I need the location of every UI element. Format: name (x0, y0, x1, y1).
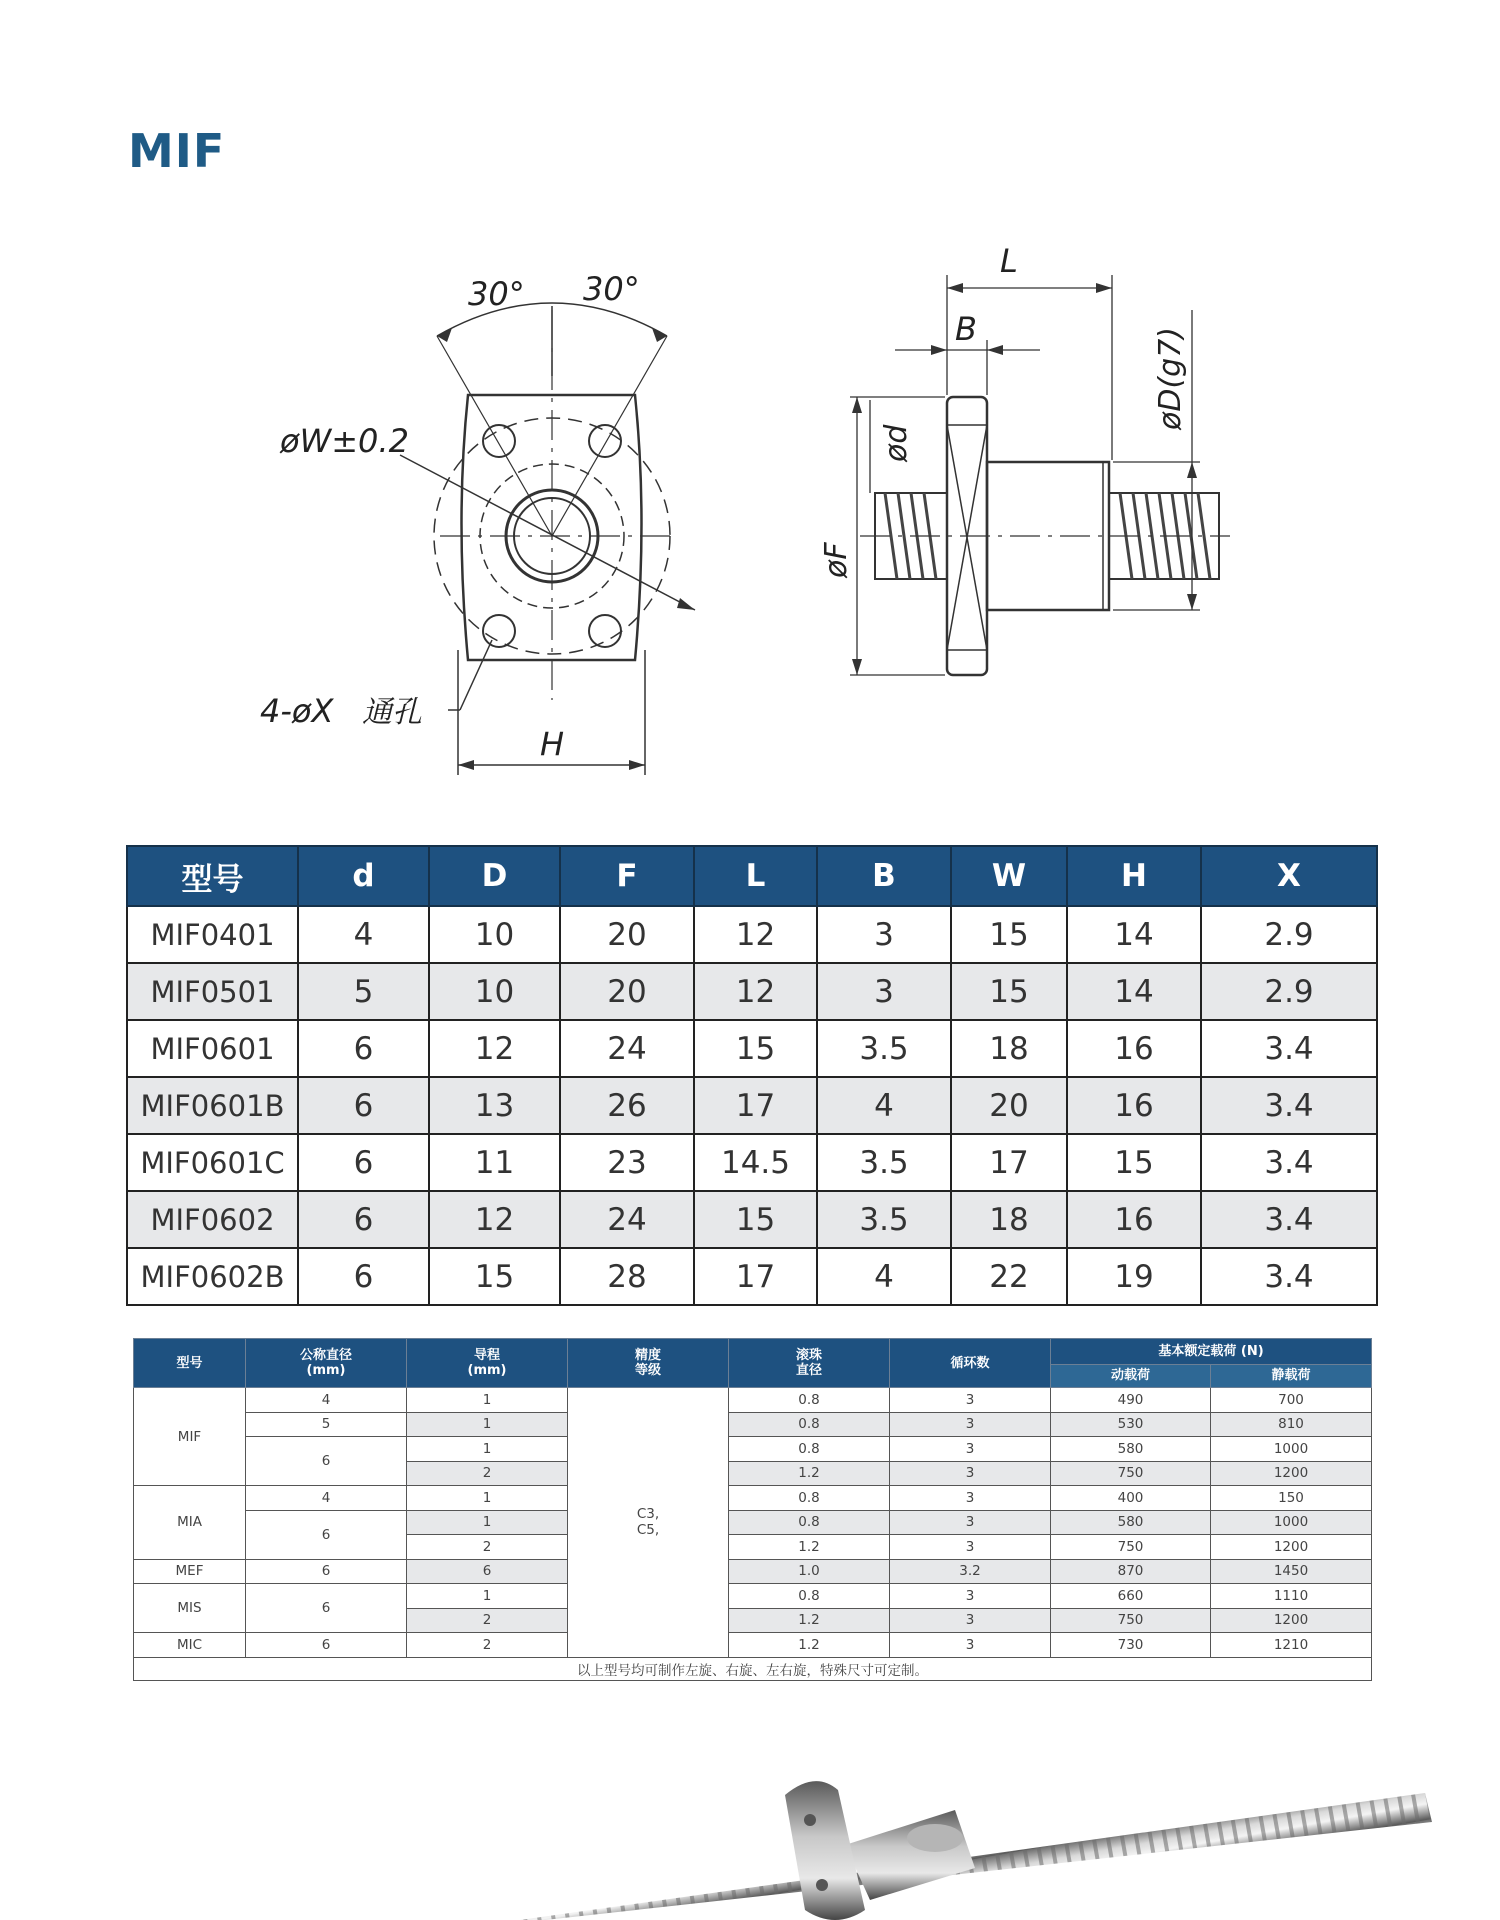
value-cell: 4 (817, 1248, 951, 1305)
nominal-dia-cell: 6 (246, 1559, 407, 1584)
value-cell: 18 (951, 1020, 1067, 1077)
lead-cell: 1 (407, 1584, 568, 1609)
table-row (134, 1437, 1372, 1462)
value-cell: 3 (817, 906, 951, 963)
value-cell: 10 (429, 963, 560, 1020)
value-cell: 6 (298, 1020, 429, 1077)
ball-dia-cell: 1.2 (729, 1461, 890, 1486)
screw-shaft (520, 1793, 1432, 1920)
lead-cell: 1 (407, 1412, 568, 1437)
value-cell: 16 (1067, 1191, 1201, 1248)
value-cell: 17 (951, 1134, 1067, 1191)
value-cell: 3.5 (817, 1020, 951, 1077)
value-cell: 17 (694, 1077, 817, 1134)
value-cell: 11 (429, 1134, 560, 1191)
col-header: X (1201, 846, 1377, 906)
table-row (127, 1077, 1377, 1134)
table-row (134, 1559, 1372, 1584)
lead-cell: 1 (407, 1486, 568, 1511)
value-cell: 26 (560, 1077, 694, 1134)
table-row (134, 1584, 1372, 1609)
value-cell: 6 (298, 1077, 429, 1134)
lead-cell: 1 (407, 1437, 568, 1462)
model-group-cell: MIF (134, 1388, 246, 1486)
dynamic-load-cell: 750 (1051, 1535, 1211, 1560)
dynamic-load-cell: 660 (1051, 1584, 1211, 1609)
table-row (134, 1388, 1372, 1413)
lead-cell: 2 (407, 1608, 568, 1633)
ball-dia-cell: 0.8 (729, 1584, 890, 1609)
ball-dia-cell: 0.8 (729, 1388, 890, 1413)
model-cell: MIF0401 (127, 906, 298, 963)
lead-cell: 6 (407, 1559, 568, 1584)
value-cell: 15 (951, 906, 1067, 963)
value-cell: 15 (1067, 1134, 1201, 1191)
ball-dia-cell: 0.8 (729, 1437, 890, 1462)
ball-dia-cell: 0.8 (729, 1510, 890, 1535)
nominal-dia-cell: 6 (246, 1633, 407, 1658)
dim-f-label: øF (819, 542, 854, 578)
dynamic-load-cell: 580 (1051, 1437, 1211, 1462)
col-header-nominal-dia: 公称直径 (mm) (246, 1339, 407, 1388)
value-cell: 3.4 (1201, 1134, 1377, 1191)
circuits-cell: 3.2 (890, 1559, 1051, 1584)
value-cell: 3.5 (817, 1134, 951, 1191)
static-load-cell: 150 (1211, 1486, 1372, 1511)
dynamic-load-cell: 400 (1051, 1486, 1211, 1511)
value-cell: 3.4 (1201, 1020, 1377, 1077)
lead-cell: 2 (407, 1461, 568, 1486)
value-cell: 15 (429, 1248, 560, 1305)
col-header-static: 静载荷 (1211, 1364, 1372, 1387)
value-cell: 20 (951, 1077, 1067, 1134)
nominal-dia-cell: 6 (246, 1437, 407, 1486)
nominal-dia-cell: 5 (246, 1412, 407, 1437)
value-cell: 3.4 (1201, 1077, 1377, 1134)
value-cell: 16 (1067, 1077, 1201, 1134)
dim-l-label: L (1000, 242, 1018, 280)
model-cell: MIF0601B (127, 1077, 298, 1134)
circuits-cell: 3 (890, 1412, 1051, 1437)
static-load-cell: 1450 (1211, 1559, 1372, 1584)
value-cell: 6 (298, 1134, 429, 1191)
value-cell: 12 (429, 1191, 560, 1248)
col-header: W (951, 846, 1067, 906)
static-load-cell: 1000 (1211, 1437, 1372, 1462)
nominal-dia-cell: 6 (246, 1584, 407, 1633)
dimension-table-header (127, 846, 1377, 906)
value-cell: 14 (1067, 963, 1201, 1020)
model-cell: MIF0602B (127, 1248, 298, 1305)
circuits-cell: 3 (890, 1461, 1051, 1486)
static-load-cell: 1200 (1211, 1608, 1372, 1633)
static-load-cell: 700 (1211, 1388, 1372, 1413)
model-cell: MIF0602 (127, 1191, 298, 1248)
ball-dia-cell: 0.8 (729, 1412, 890, 1437)
ball-dia-cell: 1.0 (729, 1559, 890, 1584)
table-row (127, 1191, 1377, 1248)
lead-cell: 1 (407, 1388, 568, 1413)
dim-d-outer-label: øD(g7) (1153, 327, 1188, 430)
table-note: 以上型号均可制作左旋、右旋、左右旋，特殊尺寸可定制。 (134, 1657, 1372, 1680)
ball-dia-cell: 0.8 (729, 1486, 890, 1511)
spec-table (133, 1338, 1372, 1681)
value-cell: 13 (429, 1077, 560, 1134)
value-cell: 15 (951, 963, 1067, 1020)
value-cell: 4 (298, 906, 429, 963)
static-load-cell: 1200 (1211, 1461, 1372, 1486)
value-cell: 12 (429, 1020, 560, 1077)
static-load-cell: 810 (1211, 1412, 1372, 1437)
table-row (134, 1412, 1372, 1437)
dim-b-label: B (955, 310, 977, 348)
dynamic-load-cell: 580 (1051, 1510, 1211, 1535)
value-cell: 22 (951, 1248, 1067, 1305)
col-header: B (817, 846, 951, 906)
value-cell: 15 (694, 1191, 817, 1248)
table-row (127, 906, 1377, 963)
circuits-cell: 3 (890, 1633, 1051, 1658)
col-header-precision: 精度 等级 (568, 1339, 729, 1388)
col-header-ball: 滚珠 直径 (729, 1339, 890, 1388)
dimension-table (126, 845, 1378, 1306)
value-cell: 3.5 (817, 1191, 951, 1248)
col-header: L (694, 846, 817, 906)
value-cell: 24 (560, 1020, 694, 1077)
table-row (134, 1486, 1372, 1511)
angle-left-label: 30° (468, 275, 525, 313)
circuits-cell: 3 (890, 1535, 1051, 1560)
circuits-cell: 3 (890, 1437, 1051, 1462)
value-cell: 20 (560, 963, 694, 1020)
dynamic-load-cell: 730 (1051, 1633, 1211, 1658)
table-row (127, 1248, 1377, 1305)
side-view-drawing (810, 240, 1240, 690)
holes-type-label: 通孔 (362, 695, 422, 730)
value-cell: 3 (817, 963, 951, 1020)
nominal-dia-cell: 6 (246, 1510, 407, 1559)
angle-right-label: 30° (583, 270, 640, 308)
col-header: H (1067, 846, 1201, 906)
col-header-circuits: 循环数 (890, 1339, 1051, 1388)
value-cell: 10 (429, 906, 560, 963)
value-cell: 5 (298, 963, 429, 1020)
static-load-cell: 1200 (1211, 1535, 1372, 1560)
table-note-row (134, 1657, 1372, 1680)
model-group-cell: MIA (134, 1486, 246, 1560)
holes-label: 4-øX (260, 692, 334, 730)
value-cell: 12 (694, 906, 817, 963)
col-header-dynamic: 动载荷 (1051, 1364, 1211, 1387)
page-title: MIF (128, 124, 226, 178)
value-cell: 3.4 (1201, 1191, 1377, 1248)
product-photo (0, 1720, 1500, 1920)
col-header-lead: 导程 (mm) (407, 1339, 568, 1388)
ball-dia-cell: 1.2 (729, 1608, 890, 1633)
value-cell: 20 (560, 906, 694, 963)
value-cell: 3.4 (1201, 1248, 1377, 1305)
value-cell: 15 (694, 1020, 817, 1077)
value-cell: 6 (298, 1248, 429, 1305)
nominal-dia-cell: 4 (246, 1486, 407, 1511)
value-cell: 14.5 (694, 1134, 817, 1191)
model-cell: MIF0601 (127, 1020, 298, 1077)
table-row (134, 1633, 1372, 1658)
nominal-dia-cell: 4 (246, 1388, 407, 1413)
table-row (127, 963, 1377, 1020)
col-header: 型号 (127, 846, 298, 906)
value-cell: 2.9 (1201, 906, 1377, 963)
model-cell: MIF0601C (127, 1134, 298, 1191)
circuits-cell: 3 (890, 1584, 1051, 1609)
value-cell: 19 (1067, 1248, 1201, 1305)
dynamic-load-cell: 490 (1051, 1388, 1211, 1413)
dynamic-load-cell: 750 (1051, 1608, 1211, 1633)
ball-dia-cell: 1.2 (729, 1633, 890, 1658)
value-cell: 14 (1067, 906, 1201, 963)
lead-cell: 1 (407, 1510, 568, 1535)
dynamic-load-cell: 750 (1051, 1461, 1211, 1486)
hole-pcd-label: øW±0.2 (280, 422, 409, 460)
static-load-cell: 1210 (1211, 1633, 1372, 1658)
nut-body (845, 1810, 975, 1900)
circuits-cell: 3 (890, 1486, 1051, 1511)
dim-d-inner-label: ød (879, 424, 914, 462)
static-load-cell: 1000 (1211, 1510, 1372, 1535)
model-cell: MIF0501 (127, 963, 298, 1020)
col-header-load: 基本额定载荷 (N) (1051, 1339, 1372, 1365)
lead-cell: 2 (407, 1633, 568, 1658)
table-row (134, 1510, 1372, 1535)
ball-dia-cell: 1.2 (729, 1535, 890, 1560)
table-row (127, 1134, 1377, 1191)
circuits-cell: 3 (890, 1388, 1051, 1413)
circuits-cell: 3 (890, 1608, 1051, 1633)
precision-cell: C3, C5, (568, 1388, 729, 1658)
lead-cell: 2 (407, 1535, 568, 1560)
table-row (127, 1020, 1377, 1077)
value-cell: 2.9 (1201, 963, 1377, 1020)
col-header: d (298, 846, 429, 906)
model-group-cell: MEF (134, 1559, 246, 1584)
value-cell: 24 (560, 1191, 694, 1248)
col-header: D (429, 846, 560, 906)
col-header: F (560, 846, 694, 906)
static-load-cell: 1110 (1211, 1584, 1372, 1609)
front-view-drawing (230, 240, 730, 780)
dynamic-load-cell: 530 (1051, 1412, 1211, 1437)
value-cell: 6 (298, 1191, 429, 1248)
dynamic-load-cell: 870 (1051, 1559, 1211, 1584)
value-cell: 18 (951, 1191, 1067, 1248)
dim-h-label: H (540, 725, 565, 763)
col-header-model: 型号 (134, 1339, 246, 1388)
value-cell: 28 (560, 1248, 694, 1305)
value-cell: 16 (1067, 1020, 1201, 1077)
model-group-cell: MIS (134, 1584, 246, 1633)
value-cell: 23 (560, 1134, 694, 1191)
value-cell: 4 (817, 1077, 951, 1134)
model-group-cell: MIC (134, 1633, 246, 1658)
value-cell: 12 (694, 963, 817, 1020)
value-cell: 17 (694, 1248, 817, 1305)
circuits-cell: 3 (890, 1510, 1051, 1535)
